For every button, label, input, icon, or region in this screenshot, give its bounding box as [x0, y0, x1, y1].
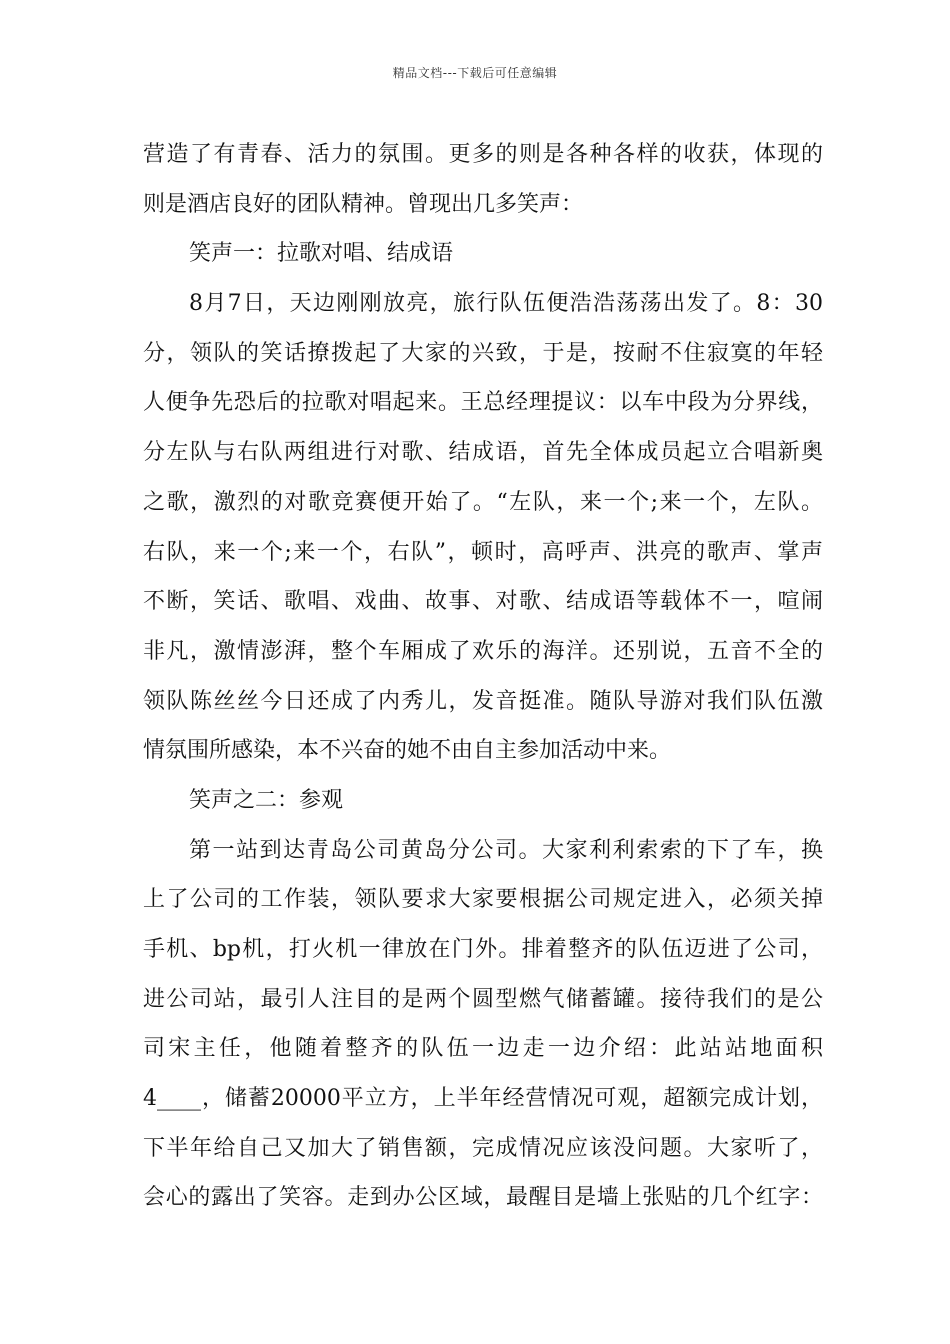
text-line: 进公司站，最引人注目的是两个圆型燃气储蓄罐。接待我们的是公 [143, 986, 823, 1012]
text-line: 上了公司的工作装，领队要求大家要根据公司规定进入，必须关掉 [143, 887, 823, 913]
text-line: 会心的露出了笑容。走到办公区域，最醒目是墙上张贴的几个红字： [143, 1185, 823, 1211]
text-line: 营造了有青春、活力的氛围。更多的则是各种各样的收获，体现的 [143, 142, 823, 167]
text-line: 右队，来一个;来一个，右队”，顿时，高呼声、洪亮的歌声、掌声 [143, 539, 823, 565]
text-line: 分左队与右队两组进行对歌、结成语，首先全体成员起立合唱新奥 [143, 440, 823, 466]
text-line: 4____，储蓄20000平立方，上半年经营情况可观，超额完成计划， [143, 1086, 823, 1112]
text-line: 分，领队的笑话撩拨起了大家的兴致，于是，按耐不住寂寞的年轻 [143, 340, 823, 366]
text-line: 领队陈丝丝今日还成了内秀儿，发音挺准。随队导游对我们队伍激 [143, 688, 823, 714]
page-header: 精品文档---下载后可任意编辑 [392, 66, 558, 80]
text-line: 8月7日，天边刚刚放亮，旅行队伍便浩浩荡荡出发了。8：30 [189, 291, 823, 317]
text-line: 之歌，激烈的对歌竞赛便开始了。“左队，来一个;来一个，左队。 [143, 489, 823, 515]
text-line: 不断，笑话、歌唱、戏曲、故事、对歌、结成语等载体不一，喧闹 [143, 589, 823, 615]
text-line: 人便争先恐后的拉歌对唱起来。王总经理提议：以车中段为分界线， [143, 390, 823, 416]
text-line: 非凡，激情澎湃，整个车厢成了欢乐的海洋。还别说，五音不全的 [143, 638, 823, 664]
text-line: 则是酒店良好的团队精神。曾现出几多笑声： [143, 191, 584, 217]
section-heading: 笑声一：拉歌对唱、结成语 [189, 241, 454, 267]
text-line: 情氛围所感染，本不兴奋的她不由自主参加活动中来。 [143, 738, 672, 764]
text-line: 司宋主任，他随着整齐的队伍一边走一边介绍：此站站地面积 [143, 1036, 823, 1062]
section-heading: 笑声之二：参观 [189, 787, 344, 813]
document-body [143, 130, 823, 1223]
text-line: 第一站到达青岛公司黄岛分公司。大家利利索索的下了车，换 [189, 837, 823, 863]
text-line: 下半年给自己又加大了销售额，完成情况应该没问题。大家听了， [143, 1135, 823, 1161]
text-line: 手机、bp机，打火机一律放在门外。排着整齐的队伍迈进了公司， [143, 937, 823, 962]
